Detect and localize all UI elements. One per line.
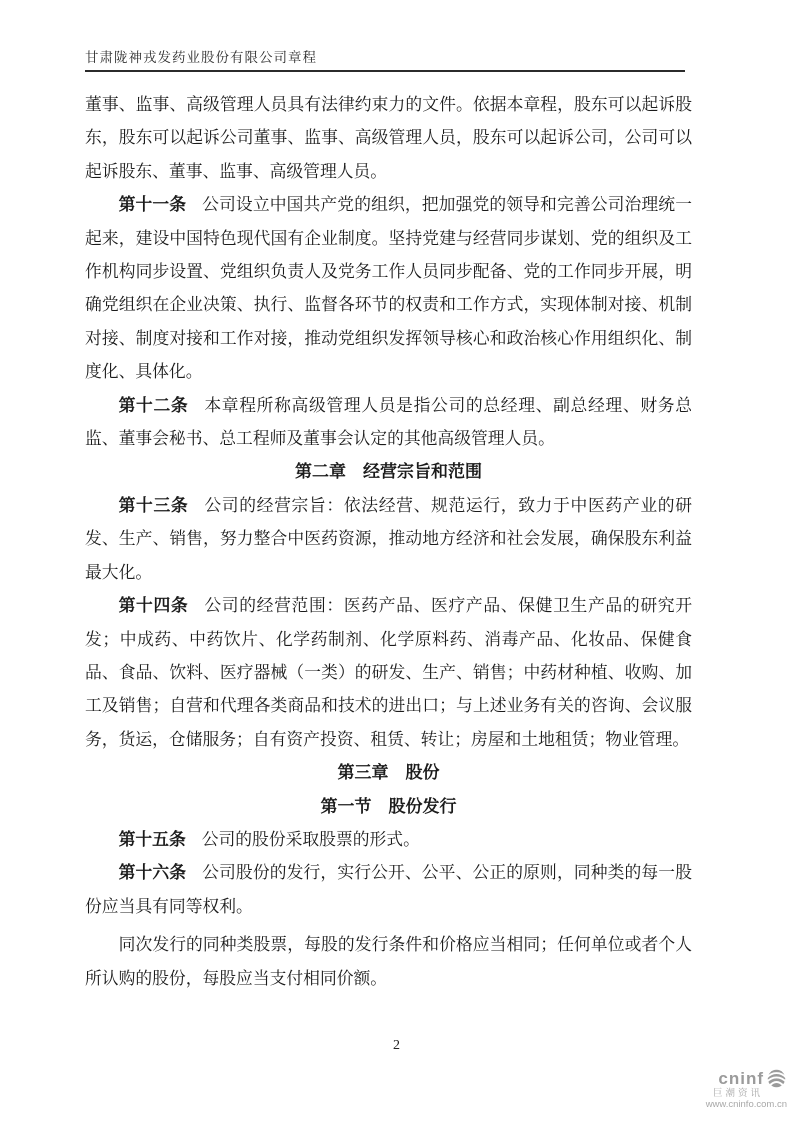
paragraph-continued [85, 88, 692, 188]
cninfo-url: www.cninfo.com.cn [705, 1098, 787, 1110]
chapter-2-heading: 第二章 经营宗旨和范围 [295, 462, 482, 482]
header-rule [85, 70, 685, 72]
section-1-heading: 第一节 股份发行 [320, 796, 457, 816]
article-text: 公司的经营范围：医药产品、医疗产品、保健卫生产品的研究开发；中成药、中药饮片、化学药制剂、化学原料药、消毒产品、化妆品、保健食品、食品、饮料、医疗器械（一类）的研发、生产、销售；中药材种植、收购、加工及销售；自营和代理各类商品和技术的进出口；与上述业务有关的咨询、会议服务，货运，仓储服务；自有资产投资、租赁、转让；房屋和土地租赁；物业管理。 [85, 596, 692, 749]
article-text: 公司的经营宗旨：依法经营、规范运行，致力于中医药产业的研发、生产、销售，努力整合中医药资源，推动地方经济和社会发展，确保股东利益最大化。 [85, 495, 692, 582]
article-number-label: 第十五条 [118, 829, 186, 849]
cninfo-chinese-name: 巨潮资讯 [712, 1088, 763, 1099]
chapter-3-heading: 第三章 股份 [337, 763, 440, 783]
article-paragraph-12 [85, 389, 692, 456]
article-text: 本章程所称高级管理人员是指公司的总经理、副总经理、财务总监、董事会秘书、总工程师及董事会认定的其他高级管理人员。 [85, 395, 692, 449]
article-paragraph-11 [85, 188, 692, 388]
document-body [85, 88, 692, 995]
paragraph-text: 董事、监事、高级管理人员具有法律约束力的文件。依据本章程，股东可以起诉股东，股东可以起诉公司董事、监事、高级管理人员，股东可以起诉公司，公司可以起诉股东、董事、监事、高级管理人员。 [85, 95, 692, 181]
article-number-label: 第十一条 [118, 195, 187, 215]
article-paragraph-15 [85, 823, 692, 856]
article-number-label: 第十三条 [118, 495, 189, 515]
article-text: 公司的股份采取股票的形式。 [201, 829, 420, 849]
cninfo-watermark [669, 1068, 789, 1111]
header-title: 甘肃陇神戎发药业股份有限公司章程 [85, 50, 317, 65]
article-paragraph-14 [85, 589, 692, 756]
page-number: 2 [393, 1038, 400, 1053]
article-paragraph-13 [85, 489, 692, 589]
article-text: 公司设立中国共产党的组织，把加强党的领导和完善公司治理统一起来，建设中国特色现代国有企业制度。坚持党建与经营同步谋划、党的组织及工作机构同步设置、党组织负责人及党务工作人员同步配备、党的工作同步开展，明确党组织在企业决策、执行、监督各环节的权责和工作方式，实现体制对接、机制对接、制度对接和工作对接，推动党组织发挥领导核心和政治核心作用组织化、制度化、具体化。 [85, 195, 692, 382]
article-number-label: 第十四条 [118, 596, 189, 616]
cninfo-swirl-logo-icon [766, 1068, 787, 1089]
article-number-label: 第十六条 [118, 863, 187, 883]
cninfo-brand: cninf [718, 1068, 764, 1088]
paragraph [85, 928, 692, 995]
paragraph-text: 同次发行的同种类股票，每股的发行条件和价格应当相同；任何单位或者个人所认购的股份，每股应当支付相同价额。 [85, 935, 692, 988]
article-number-label: 第十二条 [118, 395, 189, 415]
cninfo-brand-row [669, 1068, 789, 1089]
article-text: 公司股份的发行，实行公开、公平、公正的原则，同种类的每一股份应当具有同等权利。 [85, 863, 692, 916]
article-paragraph-16 [85, 856, 692, 923]
